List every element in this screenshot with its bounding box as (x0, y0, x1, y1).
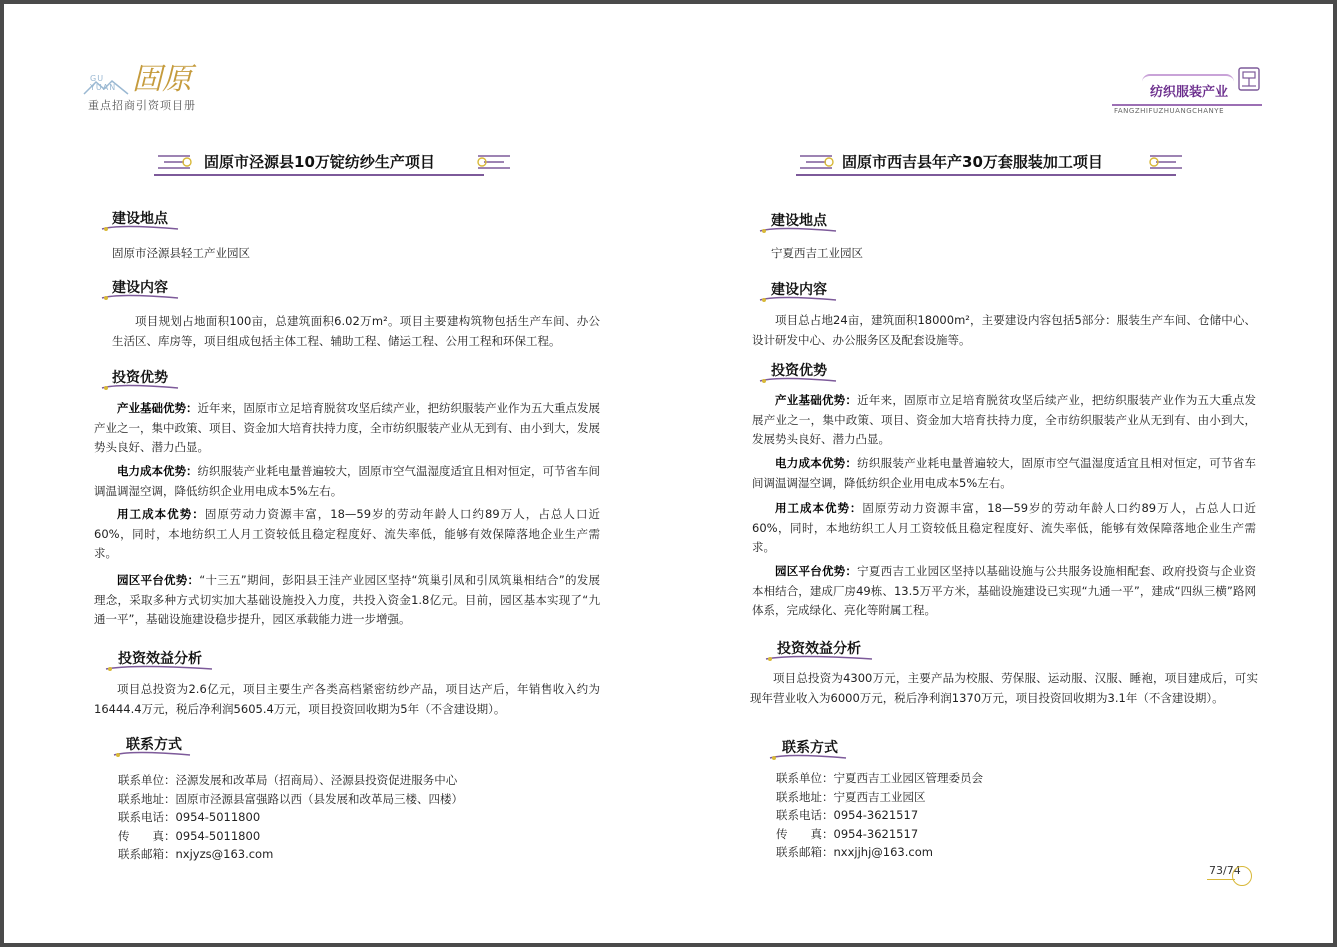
right-contact-fax (776, 825, 983, 844)
left-adv-labor (94, 505, 600, 564)
left-title-scroll-left-icon (154, 148, 194, 174)
left-adv-industry-label: 产业基础优势： (117, 401, 198, 415)
left-contact-list (118, 771, 463, 864)
left-contact-phone (118, 808, 463, 827)
left-heading-contact: 联系方式 (126, 737, 182, 753)
right-heading-benefit-underline (764, 653, 874, 663)
left-adv-power (94, 462, 600, 501)
contact-key: 联系电话： (776, 808, 834, 822)
right-adv-park-text: 宁夏西吉工业园区坚持以基础设施与公共服务设施相配套、政府投资与企业资本相结合，建成厂房49栋、13.5万平方米，基础设施建设已实现“九通一平”，建成“四纵三横”路网体系，完成绿化、亮化等附属工程。 (752, 564, 1257, 617)
right-adv-industry-label: 产业基础优势： (775, 393, 858, 407)
left-contact-org (118, 771, 463, 790)
left-adv-industry-text: 近年来，固原市立足培育脱贫攻坚后续产业，把纺织服装产业作为五大重点发展产业之一，集中政策、项目、资金加大培育扶持力度，全市纺织服装产业从无到有、由小到大，发展势头良好、潜力凸显。 (94, 401, 600, 454)
right-contact-email (776, 843, 983, 862)
left-adv-park-text: “十三五”期间，彭阳县王洼产业园区坚持“筑巢引凤和引凤筑巢相结合”的发展理念，采取多种方式切实加大基础设施投入力度，共投入资金1.8亿元。目前，园区基本实现了“九通一平”，基础设施建设稳步提升，园区承载能力进一步增强。 (94, 573, 601, 626)
left-project-title: 固原市泾源县10万锭纺纱生产项目 (204, 153, 435, 171)
right-adv-labor (752, 499, 1256, 558)
logo-mountain-icon (82, 78, 132, 96)
sector-divider (1112, 104, 1262, 106)
right-adv-industry-text: 近年来，固原市立足培育脱贫攻坚后续产业，把纺织服装产业作为五大重点发展产业之一，集中政策、项目、资金加大培育扶持力度，全市纺织服装产业从无到有、由小到大，发展势头良好、潜力凸显。 (752, 393, 1257, 446)
left-contact-fax (118, 827, 463, 846)
contact-key: 传 真： (776, 826, 834, 841)
page-number-ring-icon (1232, 866, 1252, 886)
contact-key: 联系邮箱： (776, 845, 834, 859)
contact-value: 0954-3621517 (833, 826, 919, 841)
right-contact-org (776, 769, 983, 788)
right-heading-content: 建设内容 (771, 282, 827, 298)
contact-value: nxxjjhj@163.com (833, 845, 933, 859)
contact-key: 传 真： (118, 828, 176, 843)
right-title-scroll-left-icon (796, 148, 836, 174)
left-adv-labor-label: 用工成本优势： (117, 507, 205, 521)
contact-key: 联系单位： (776, 771, 834, 785)
left-adv-power-label: 电力成本优势： (117, 464, 198, 478)
right-heading-content-underline (758, 294, 838, 304)
sewing-machine-icon (1236, 62, 1262, 96)
contact-value: 固原市泾源县富强路以西（县发展和改革局三楼、四楼） (175, 791, 463, 806)
right-heading-advantages-underline (758, 375, 838, 385)
left-adv-park (94, 571, 600, 630)
left-heading-location-underline (100, 223, 180, 233)
sector-title: 纺织服装产业 (1150, 85, 1229, 100)
left-heading-advantages-underline (100, 382, 180, 392)
left-adv-power-text: 纺织服装产业耗电量普遍较大，固原市空气温湿度适宜且相对恒定，可节省车间调温调湿空调，降低纺织企业用电成本5%左右。 (94, 464, 600, 498)
left-adv-park-label: 园区平台优势： (117, 573, 200, 587)
right-contact-address (776, 788, 983, 807)
contact-value: 宁夏西吉工业园区管理委员会 (833, 771, 983, 785)
right-benefit-text: 项目总投资为4300万元，主要产品为校服、劳保服、运动服、汉服、睡袍，项目建成后，可实现年营业收入为6000万元，税后净利润1370万元，项目投资回收期为3.1年（不含建设期）。 (750, 671, 1258, 705)
brochure-spread (4, 4, 1333, 943)
right-adv-industry (752, 391, 1256, 450)
contact-value: 泾源发展和改革局（招商局）、泾源县投资促进服务中心 (175, 773, 458, 787)
sector-pinyin: FANGZHIFUZHUANGCHANYE (1114, 107, 1224, 115)
left-content-text: 项目规划占地面积100亩，总建筑面积6.02万m²。项目主要建构筑物包括生产车间、办公生活区、库房等，项目组成包括主体工程、辅助工程、储运工程、公用工程和环保工程。 (112, 314, 600, 348)
left-title-scroll-right-icon (474, 148, 514, 174)
right-adv-power-text: 纺织服装产业耗电量普遍较大，固原市空气温湿度适宜且相对恒定，可节省车间调温调湿空调，降低纺织企业用电成本5%左右。 (752, 456, 1257, 490)
contact-key: 联系单位： (118, 773, 176, 787)
right-heading-contact: 联系方式 (782, 740, 838, 756)
right-contact-list (776, 769, 983, 862)
right-title-scroll-right-icon (1146, 148, 1186, 174)
contact-value: 0954-5011800 (175, 828, 261, 843)
right-heading-location-underline (758, 225, 838, 235)
contact-key: 联系邮箱： (118, 847, 176, 861)
right-heading-location: 建设地点 (771, 213, 827, 229)
left-heading-benefit: 投资效益分析 (118, 651, 202, 667)
logo-script: 固原 (132, 62, 192, 97)
right-adv-park-label: 园区平台优势： (775, 564, 858, 578)
left-adv-industry (94, 399, 600, 458)
contact-value: 0954-3621517 (833, 808, 919, 822)
logo-gu-text: GU (90, 74, 105, 83)
left-heading-contact-underline (112, 749, 192, 759)
right-content-text: 项目总占地24亩，建筑面积18000m²，主要建设内容包括5部分：服装生产车间、仓储中心、设计研发中心、办公服务区及配套设施等。 (752, 313, 1256, 347)
contact-key: 联系电话： (118, 810, 176, 824)
page-number: 73/74 (1209, 864, 1241, 877)
right-adv-power-label: 电力成本优势： (775, 456, 858, 470)
right-heading-contact-underline (768, 752, 848, 762)
right-adv-labor-text: 固原劳动力资源丰富，18—59岁的劳动年龄人口约89万人，占总人口近60%，同时，本地纺织工人月工资较低且稳定程度好、流失率低，能够有效保障落地企业生产需求。 (752, 501, 1256, 554)
left-location-text: 固原市泾源县轻工产业园区 (112, 246, 250, 260)
right-contact-phone (776, 806, 983, 825)
left-heading-advantages: 投资优势 (112, 370, 168, 386)
contact-key: 联系地址： (118, 791, 176, 806)
right-location-text: 宁夏西吉工业园区 (771, 246, 863, 260)
left-heading-content-underline (100, 292, 180, 302)
left-adv-labor-text: 固原劳动力资源丰富，18—59岁的劳动年龄人口约89万人，占总人口近60%，同时，本地纺织工人月工资较低且稳定程度好、流失率低，能够有效保障落地企业生产需求。 (94, 507, 600, 560)
brochure-subtitle: 重点招商引资项目册 (88, 99, 196, 112)
left-contact-address (118, 790, 463, 809)
left-heading-location: 建设地点 (112, 211, 168, 227)
right-title-underline (796, 174, 1176, 176)
contact-value: 宁夏西吉工业园区 (833, 789, 926, 804)
left-contact-email (118, 845, 463, 864)
right-adv-power (752, 454, 1256, 493)
contact-value: nxjyzs@163.com (175, 847, 274, 861)
contact-value: 0954-5011800 (175, 810, 261, 824)
right-heading-benefit: 投资效益分析 (777, 641, 861, 657)
logo-yuan-text: YUAN (90, 83, 117, 92)
left-benefit-text: 项目总投资为2.6亿元，项目主要生产各类高档紧密纺纱产品，项目达产后，年销售收入约为16444.4万元，税后净利润5605.4万元，项目投资回收期为5年（不含建设期）。 (94, 682, 600, 716)
left-title-underline (154, 174, 484, 176)
page-number-underline (1207, 879, 1235, 880)
right-adv-park (752, 562, 1256, 621)
left-heading-content: 建设内容 (112, 280, 168, 296)
right-project-title: 固原市西吉县年产30万套服装加工项目 (842, 153, 1103, 171)
right-heading-advantages: 投资优势 (771, 363, 827, 379)
left-heading-benefit-underline (104, 663, 214, 673)
right-adv-labor-label: 用工成本优势： (775, 501, 863, 515)
contact-key: 联系地址： (776, 789, 834, 804)
